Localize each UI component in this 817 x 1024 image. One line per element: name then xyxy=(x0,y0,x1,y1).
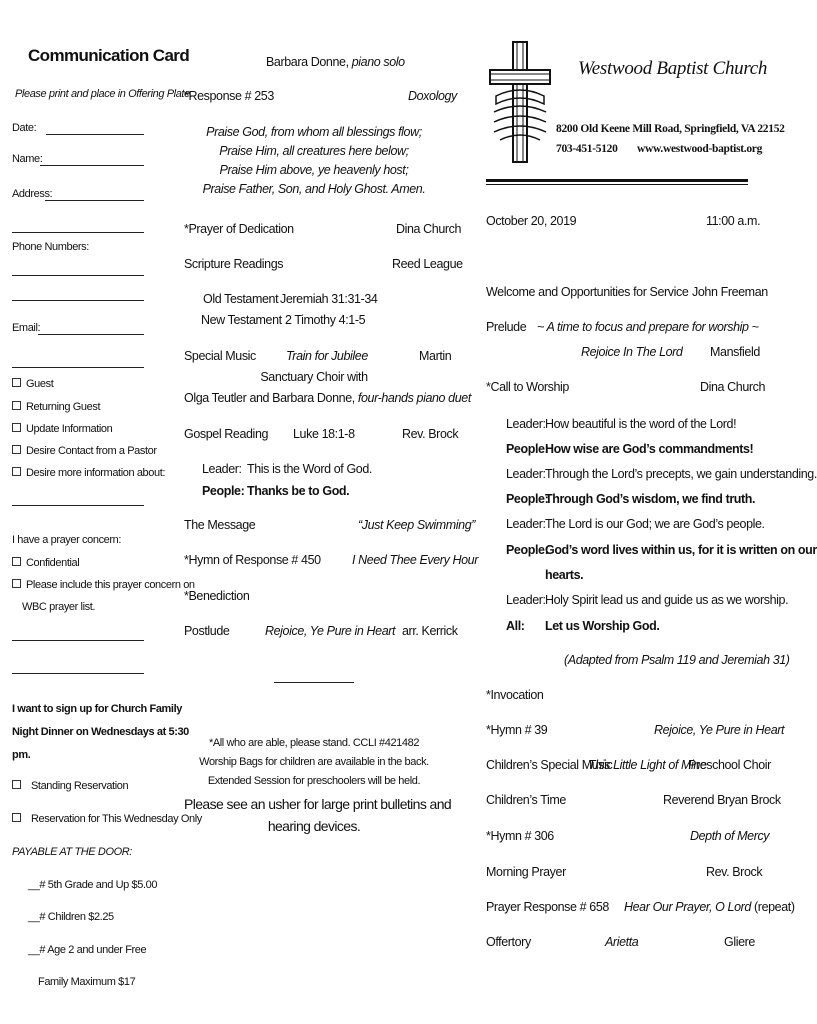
call-to-worship-by: Dina Church xyxy=(700,380,766,394)
litany-text: How wise are God’s commandments! xyxy=(545,442,754,456)
price-children: __# Children $2.25 xyxy=(28,911,114,923)
call-to-worship-label: *Call to Worship xyxy=(486,380,569,394)
hymn-response-label: *Hymn of Response # 450 xyxy=(184,553,321,567)
price-5th-grade: __# 5th Grade and Up $5.00 xyxy=(28,879,158,891)
postlude-label: Postlude xyxy=(184,624,230,638)
date-field[interactable] xyxy=(46,134,144,135)
litany-role: People: xyxy=(506,442,549,456)
address-field-line-2[interactable] xyxy=(12,232,144,233)
special-music-line-3: Olga Teutler and Barbara Donne, four-hands piano duet xyxy=(184,391,471,405)
hymn-306-label: *Hymn # 306 xyxy=(486,829,554,843)
prayer-concern-field-2[interactable] xyxy=(12,673,144,674)
section-divider xyxy=(274,682,354,683)
checkbox[interactable] xyxy=(12,579,21,588)
litany-text: Let us Worship God. xyxy=(545,619,660,633)
prayer-response-label: Prayer Response # 658 xyxy=(486,900,609,914)
signup-heading-1: I want to sign up for Church Family xyxy=(12,703,182,715)
phone-field-2[interactable] xyxy=(12,300,144,301)
litany-text: Holy Spirit lead us and guide us as we worship. xyxy=(545,593,789,607)
old-testament-label: Old Testament xyxy=(203,292,279,306)
litany-text: God’s word lives within us, for it is written on our xyxy=(545,543,817,557)
litany-text: Through God’s wisdom, we find truth. xyxy=(545,492,756,506)
litany-role: People: xyxy=(506,492,549,506)
gospel-reading-ref: Luke 18:1-8 xyxy=(293,427,355,441)
cross-logo-icon xyxy=(486,40,554,165)
checkbox[interactable] xyxy=(12,780,21,789)
service-time: 11:00 a.m. xyxy=(706,214,761,228)
childrens-music-label: Children’s Special Music xyxy=(486,758,613,772)
special-music-label: Special Music xyxy=(184,349,256,363)
litany-role: People: xyxy=(506,543,549,557)
welcome-label: Welcome and Opportunities for Service xyxy=(486,285,689,299)
litany-role: Leader: xyxy=(506,517,546,531)
option-desire-contact[interactable]: Desire Contact from a Pastor xyxy=(12,445,157,457)
header-divider-thin xyxy=(486,184,748,185)
doxology-line-4: Praise Father, Son, and Holy Ghost. Amen. xyxy=(202,182,426,196)
childrens-time-by: Reverend Bryan Brock xyxy=(663,793,781,807)
litany-text: hearts. xyxy=(545,568,584,582)
invocation-label: *Invocation xyxy=(486,688,544,702)
doxology-line-3: Praise Him above, ye heavenly host; xyxy=(219,163,409,177)
message-label: The Message xyxy=(184,518,256,532)
hymn-39-label: *Hymn # 39 xyxy=(486,723,548,737)
litany-text: The Lord is our God; we are God’s people. xyxy=(545,517,765,531)
gospel-reading-by: Rev. Brock xyxy=(402,427,459,441)
prayer-heading: I have a prayer concern: xyxy=(12,534,122,546)
service-date: October 20, 2019 xyxy=(486,214,577,228)
option-update-information[interactable]: Update Information xyxy=(12,423,112,435)
price-age-2: __# Age 2 and under Free xyxy=(28,944,147,956)
gospel-people-text: Thanks be to God. xyxy=(247,484,350,498)
piano-solo: Barbara Donne, piano solo xyxy=(266,55,405,69)
gospel-people-label: People: xyxy=(202,484,245,498)
usher-note-2: hearing devices. xyxy=(267,818,361,834)
prelude-title: Rejoice In The Lord xyxy=(581,345,683,359)
phone-field-1[interactable] xyxy=(12,275,144,276)
address-label: Address: xyxy=(12,188,53,200)
checkbox[interactable] xyxy=(12,467,21,476)
option-guest[interactable]: Guest xyxy=(12,378,53,390)
prelude-note: ~ A time to focus and prepare for worship ~ xyxy=(537,320,759,334)
checkbox[interactable] xyxy=(12,813,21,822)
prayer-response-title: Hear Our Prayer, O Lord (repeat) xyxy=(624,900,795,914)
response-label: *Response # 253 xyxy=(184,89,274,103)
message-title: “Just Keep Swimming” xyxy=(358,518,476,532)
signup-option-standing[interactable]: Standing Reservation xyxy=(12,780,128,792)
gospel-leader-text: This is the Word of God. xyxy=(247,462,372,476)
prelude-label: Prelude xyxy=(486,320,527,334)
old-testament-ref: Jeremiah 31:31-34 xyxy=(280,292,378,306)
doxology-line-2: Praise Him, all creatures here below; xyxy=(219,144,409,158)
email-field[interactable] xyxy=(38,334,144,335)
signup-option-this-wednesday[interactable]: Reservation for This Wednesday Only xyxy=(12,813,202,825)
prayer-option-confidential[interactable]: Confidential xyxy=(12,557,79,569)
dedication-label: *Prayer of Dedication xyxy=(184,222,294,236)
checkbox[interactable] xyxy=(12,423,21,432)
gospel-reading-label: Gospel Reading xyxy=(184,427,269,441)
checkbox[interactable] xyxy=(12,401,21,410)
litany-text: Through the Lord’s precepts, we gain understanding. xyxy=(545,467,817,481)
card-instruction: Please print and place in Offering Plate. xyxy=(15,88,193,100)
checkbox[interactable] xyxy=(12,378,21,387)
hymn-306-title: Depth of Mercy xyxy=(690,829,770,843)
new-testament-label: New Testament xyxy=(201,313,282,327)
special-music-line-2: Sanctuary Choir with xyxy=(260,370,368,384)
litany-role: Leader: xyxy=(506,467,546,481)
church-name: Westwood Baptist Church xyxy=(578,58,768,79)
church-address: 8200 Old Keene Mill Road, Springfield, VA 22152 xyxy=(556,123,785,135)
name-label: Name: xyxy=(12,153,43,165)
usher-note-1: Please see an usher for large print bulletins and xyxy=(184,796,452,812)
scripture-label: Scripture Readings xyxy=(184,257,284,271)
checkbox[interactable] xyxy=(12,445,21,454)
prayer-concern-field-1[interactable] xyxy=(12,640,144,641)
childrens-music-by: Preschool Choir xyxy=(688,758,771,772)
new-testament-ref: 2 Timothy 4:1-5 xyxy=(285,313,366,327)
morning-prayer-label: Morning Prayer xyxy=(486,865,566,879)
litany-role: Leader: xyxy=(506,417,546,431)
option-more-information[interactable]: Desire more information about: xyxy=(12,467,165,479)
special-music-composer: Martin xyxy=(419,349,452,363)
postlude-arranger: arr. Kerrick xyxy=(402,624,458,638)
welcome-by: John Freeman xyxy=(692,285,768,299)
prayer-option-include-cont: WBC prayer list. xyxy=(22,601,96,613)
morning-prayer-by: Rev. Brock xyxy=(706,865,763,879)
checkbox[interactable] xyxy=(12,557,21,566)
dedication-by: Dina Church xyxy=(396,222,462,236)
hymn-response-title: I Need Thee Every Hour xyxy=(352,553,478,567)
email-label: Email: xyxy=(12,322,41,334)
family-maximum: Family Maximum $17 xyxy=(38,976,136,988)
footnote-2: Worship Bags for children are available in the back. xyxy=(199,756,429,768)
prelude-composer: Mansfield xyxy=(710,345,760,359)
date-label: Date: xyxy=(12,122,37,134)
header-divider xyxy=(486,179,748,182)
doxology-line-1: Praise God, from whom all blessings flow; xyxy=(206,125,422,139)
name-field[interactable] xyxy=(40,165,144,166)
scripture-by: Reed League xyxy=(392,257,463,271)
payable-at-door: PAYABLE AT THE DOOR: xyxy=(12,846,132,858)
special-music-title: Train for Jubilee xyxy=(286,349,368,363)
childrens-time-label: Children’s Time xyxy=(486,793,566,807)
offertory-composer: Gliere xyxy=(724,935,755,949)
card-title: Communication Card xyxy=(28,46,190,65)
gospel-leader-label: Leader: xyxy=(202,462,242,476)
litany-role: Leader: xyxy=(506,593,546,607)
footnote-3: Extended Session for preschoolers will be held. xyxy=(207,775,421,787)
more-information-field[interactable] xyxy=(12,505,144,506)
litany-role: All: xyxy=(506,619,525,633)
doxology-title: Doxology xyxy=(408,89,457,103)
childrens-music-title: This Little Light of Mine xyxy=(588,758,707,772)
phone-label: Phone Numbers: xyxy=(12,241,89,253)
address-field[interactable] xyxy=(45,200,144,201)
offertory-title: Arietta xyxy=(605,935,639,949)
email-field-line-2[interactable] xyxy=(12,367,144,368)
hymn-39-title: Rejoice, Ye Pure in Heart xyxy=(654,723,785,737)
litany-text: How beautiful is the word of the Lord! xyxy=(545,417,737,431)
offertory-label: Offertory xyxy=(486,935,531,949)
footnote-1: *All who are able, please stand. CCLI #421482 xyxy=(208,737,420,749)
benediction-label: *Benediction xyxy=(184,589,250,603)
signup-heading-3: pm. xyxy=(12,749,31,761)
option-returning-guest[interactable]: Returning Guest xyxy=(12,401,100,413)
church-website[interactable]: www.westwood-baptist.org xyxy=(637,143,763,155)
church-phone: 703-451-5120 xyxy=(556,143,618,155)
litany-source: (Adapted from Psalm 119 and Jeremiah 31) xyxy=(564,653,790,667)
postlude-title: Rejoice, Ye Pure in Heart xyxy=(265,624,396,638)
signup-heading-2: Night Dinner on Wednesdays at 5:30 xyxy=(12,726,189,738)
prayer-option-include[interactable]: Please include this prayer concern on xyxy=(12,579,195,591)
